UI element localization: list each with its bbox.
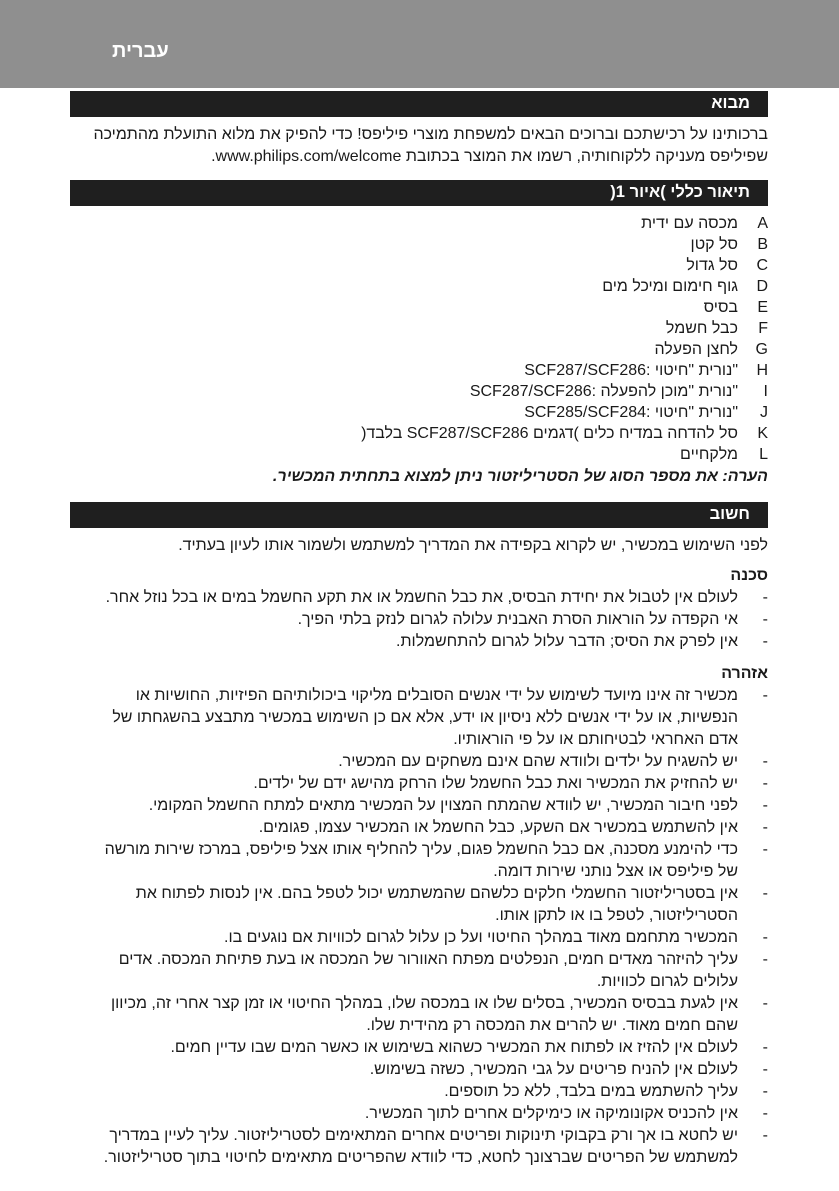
- part-letter: J: [760, 404, 768, 421]
- part-description: SCF287/SCF286: נורית "חיטוי": [524, 362, 738, 379]
- bullet-dash: -: [762, 1083, 768, 1100]
- section-bar-general: [70, 180, 768, 206]
- part-letter: D: [756, 278, 768, 295]
- part-description: לחצן הפעלה: [654, 341, 738, 358]
- bullet-line: אין לגעת בבסיס המכשיר, בסלים שלו או במכסה שלו, במהלך החיטוי או זמן קצר אחרי זה, מכיוון: [110, 995, 738, 1012]
- bullet-line: של פיליפס או אצל נותני שירות דומה.: [493, 863, 738, 880]
- important-section: [70, 535, 768, 1169]
- language-label: עברית: [112, 40, 169, 62]
- part-letter: C: [756, 257, 768, 274]
- bullet-text: [70, 1125, 738, 1169]
- bullet-dash: -: [762, 885, 768, 902]
- bullet-line: אין להכניס אקונומיקה או כימיקלים אחרים לתוך המכשיר.: [364, 1105, 738, 1122]
- bullet-line: אדם האחראי לבטיחותם או על פי הוראותיו.: [453, 731, 738, 748]
- intro-line: שפיליפס מעניקה ללקוחותיה, רשמו את המוצר בכתובת www.philips.com/welcome.: [211, 148, 768, 165]
- part-item: [70, 297, 768, 318]
- bullet-item: [70, 685, 768, 751]
- part-item: [70, 423, 768, 444]
- bullet-dash: -: [762, 1061, 768, 1078]
- bullet-line: יש להחזיק את המכשיר ואת כבל החשמל שלו הרחק מהישג ידם של ילדים.: [253, 775, 738, 792]
- bullet-text: [70, 927, 738, 949]
- part-item: [70, 444, 768, 465]
- general-note: [70, 466, 768, 488]
- bullet-item: [70, 839, 768, 883]
- bullet-dash: -: [762, 797, 768, 814]
- bullet-dash: -: [762, 589, 768, 606]
- bullet-item: [70, 609, 768, 631]
- bullet-line: למשתמש של הפריטים שברצונך לחטא, כדי לוודא שהפריטים מתאימים לחיטוי בתוך סטריליזטור.: [103, 1149, 738, 1166]
- intro-text: [70, 124, 768, 168]
- bullet-line: עליך להשתמש במים בלבד, ללא כל תוספים.: [444, 1083, 738, 1100]
- bullet-item: [70, 1081, 768, 1103]
- bullet-line: המכשיר מתחמם מאוד במהלך החיטוי ועל כן עלול לגרום לכוויות אם נוגעים בו.: [224, 929, 738, 946]
- part-description: מכסה עם ידית: [641, 215, 738, 232]
- bullet-text: [70, 795, 738, 817]
- part-letter: G: [755, 341, 768, 358]
- bullet-text: [70, 751, 738, 773]
- bullet-text: [70, 949, 738, 993]
- bullet-item: [70, 751, 768, 773]
- part-item: [70, 339, 768, 360]
- bullet-item: [70, 1103, 768, 1125]
- bullet-line: כדי להימנע מסכנה, אם כבל החשמל פגום, עליך להחליף אותו אצל פיליפס, במרכז שירות מורשה: [104, 841, 738, 858]
- bullet-line: אי הקפדה על הוראות הסרת האבנית עלולה לגרום לנזק בלתי הפיך.: [297, 611, 738, 628]
- bullet-dash: -: [762, 819, 768, 836]
- part-letter: A: [757, 215, 768, 232]
- intro-line: ברכותינו על רכישתכם וברוכים הבאים למשפחת מוצרי פיליפס! כדי להפיק את מלוא התועלת מהתמיכה: [93, 126, 768, 143]
- bullet-line: לעולם אין לטבול את יחידת הבסיס, את כבל החשמל או את תקע החשמל במים או בכל נוזל אחר.: [105, 589, 738, 606]
- bullet-item: [70, 587, 768, 609]
- part-item: [70, 318, 768, 339]
- part-description: מלקחיים: [680, 446, 738, 463]
- bullet-text: [70, 883, 738, 927]
- bullet-line: אין להשתמש במכשיר אם השקע, כבל החשמל או המכשיר עצמו, פגומים.: [258, 819, 738, 836]
- bullet-dash: -: [762, 633, 768, 650]
- bullet-line: אין לפרק את הסיס; הדבר עלול לגרום להתחשמלות.: [396, 633, 738, 650]
- part-item: [70, 381, 768, 402]
- bullet-dash: -: [762, 1127, 768, 1144]
- bullet-line: הנפשיות, או על ידי אנשים ללא ניסיון או ידע, אלא אם כן השימוש במכשיר מתבצע בהשגחתו של: [112, 709, 738, 726]
- part-letter: F: [758, 320, 768, 337]
- bullet-dash: -: [762, 951, 768, 968]
- bullet-item: [70, 817, 768, 839]
- section-bar-important: [70, 502, 768, 528]
- bullet-text: [70, 817, 738, 839]
- bullet-item: [70, 883, 768, 927]
- danger-heading: סכנה: [730, 567, 768, 584]
- part-item: [70, 255, 768, 276]
- model-note: הערה: את מספר הסוג של הסטריליזטור ניתן למצוא בתחתית המכשיר.: [272, 468, 768, 485]
- top-header-bar: [0, 0, 839, 88]
- part-description: סל גדול: [686, 257, 738, 274]
- bullet-dash: -: [762, 841, 768, 858]
- bullet-line: יש לחטא בו אך ורק בקבוקי תינוקות ופריטים אחרים המתאימים לסטריליזטור. עליך לעיין במדריך: [109, 1127, 738, 1144]
- part-item: [70, 402, 768, 423]
- part-item: [70, 234, 768, 255]
- part-letter: L: [759, 446, 768, 463]
- part-description: בסיס: [703, 299, 738, 316]
- part-item: [70, 213, 768, 234]
- bullet-item: [70, 1125, 768, 1169]
- bullet-line: יש להשגיח על ילדים ולוודא שהם אינם משחקים עם המכשיר.: [338, 753, 738, 770]
- bullet-item: [70, 631, 768, 653]
- section-title-general: תיאור כללי )איור 1(: [610, 183, 750, 201]
- bullet-text: [70, 1037, 738, 1059]
- bullet-text: [70, 773, 738, 795]
- bullet-dash: -: [762, 995, 768, 1012]
- part-description: SCF287/SCF286: נורית "מוכן להפעלה": [469, 383, 738, 400]
- bullet-line: לעולם אין להזיז או לפתוח את המכשיר כשהוא בשימוש או כאשר המים שבו עדיין חמים.: [170, 1039, 738, 1056]
- bullet-dash: -: [762, 929, 768, 946]
- part-letter: H: [756, 362, 768, 379]
- part-letter: B: [757, 236, 768, 253]
- bullet-line: לפני חיבור המכשיר, יש לוודא שהמתח המצוין על המכשיר מתאים למתח החשמל המקומי.: [148, 797, 738, 814]
- bullet-text: [70, 631, 738, 653]
- bullet-line: עליך להיזהר מאדים חמים, הנפלטים מפתח האוורור של המכסה או בעת פתיחת המכסה. אדים: [118, 951, 738, 968]
- bullet-dash: -: [762, 1039, 768, 1056]
- bullet-item: [70, 1059, 768, 1081]
- part-letter: K: [757, 425, 768, 442]
- danger-list: [70, 587, 768, 653]
- part-description: גוף חימום ומיכל מים: [602, 278, 738, 295]
- bullet-text: [70, 993, 738, 1037]
- part-description: SCF285/SCF284: נורית "חיטוי": [524, 404, 738, 421]
- part-description: כבל חשמל: [665, 320, 738, 337]
- important-intro: לפני השימוש במכשיר, יש לקרוא בקפידה את המדריך למשתמש ולשמור אותו לעיון בעתיד.: [178, 537, 768, 554]
- bullet-line: אין בסטריליזטור החשמלי חלקים כלשהם שהמשתמש יכול לטפל בהם. אין לנסות לפתוח את: [135, 885, 738, 902]
- bullet-dash: -: [762, 1105, 768, 1122]
- bullet-line: מכשיר זה אינו מיועד לשימוש על ידי אנשים הסובלים מליקוי ביכולותיהם הפיזיות, החושיות או: [135, 687, 738, 704]
- section-bar-intro: [70, 91, 768, 117]
- bullet-text: [70, 587, 738, 609]
- bullet-dash: -: [762, 611, 768, 628]
- bullet-dash: -: [762, 775, 768, 792]
- bullet-item: [70, 949, 768, 993]
- bullet-dash: -: [762, 687, 768, 704]
- bullet-text: [70, 1059, 738, 1081]
- bullet-line: הסטריליזטור, לטפל בו או לתקן אותו.: [495, 907, 738, 924]
- bullet-item: [70, 773, 768, 795]
- part-item: [70, 360, 768, 381]
- part-letter: E: [757, 299, 768, 316]
- warning-list: [70, 685, 768, 1169]
- bullet-text: [70, 1081, 738, 1103]
- bullet-text: [70, 1103, 738, 1125]
- bullet-text: [70, 609, 738, 631]
- section-title-important: חשוב: [709, 505, 750, 523]
- bullet-line: שהם חמים מאוד. יש להרים את המכסה רק מהידית שלו.: [366, 1017, 738, 1034]
- bullet-item: [70, 927, 768, 949]
- bullet-line: לעולם אין להניח פריטים על גבי המכשיר, כשזה בשימוש.: [369, 1061, 738, 1078]
- warning-heading: אזהרה: [721, 665, 768, 682]
- bullet-item: [70, 1037, 768, 1059]
- part-description: סל קטן: [690, 236, 738, 253]
- part-letter: I: [763, 383, 768, 400]
- bullet-text: [70, 685, 738, 751]
- bullet-line: עלולים לגרום לכוויות.: [596, 973, 738, 990]
- parts-list: [70, 213, 768, 465]
- bullet-dash: -: [762, 753, 768, 770]
- bullet-item: [70, 993, 768, 1037]
- section-title-intro: מבוא: [711, 94, 750, 112]
- part-description: סל להדחה במדיח כלים )דגמים SCF287/SCF286 בלבד(: [361, 425, 738, 442]
- bullet-text: [70, 839, 738, 883]
- bullet-item: [70, 795, 768, 817]
- part-item: [70, 276, 768, 297]
